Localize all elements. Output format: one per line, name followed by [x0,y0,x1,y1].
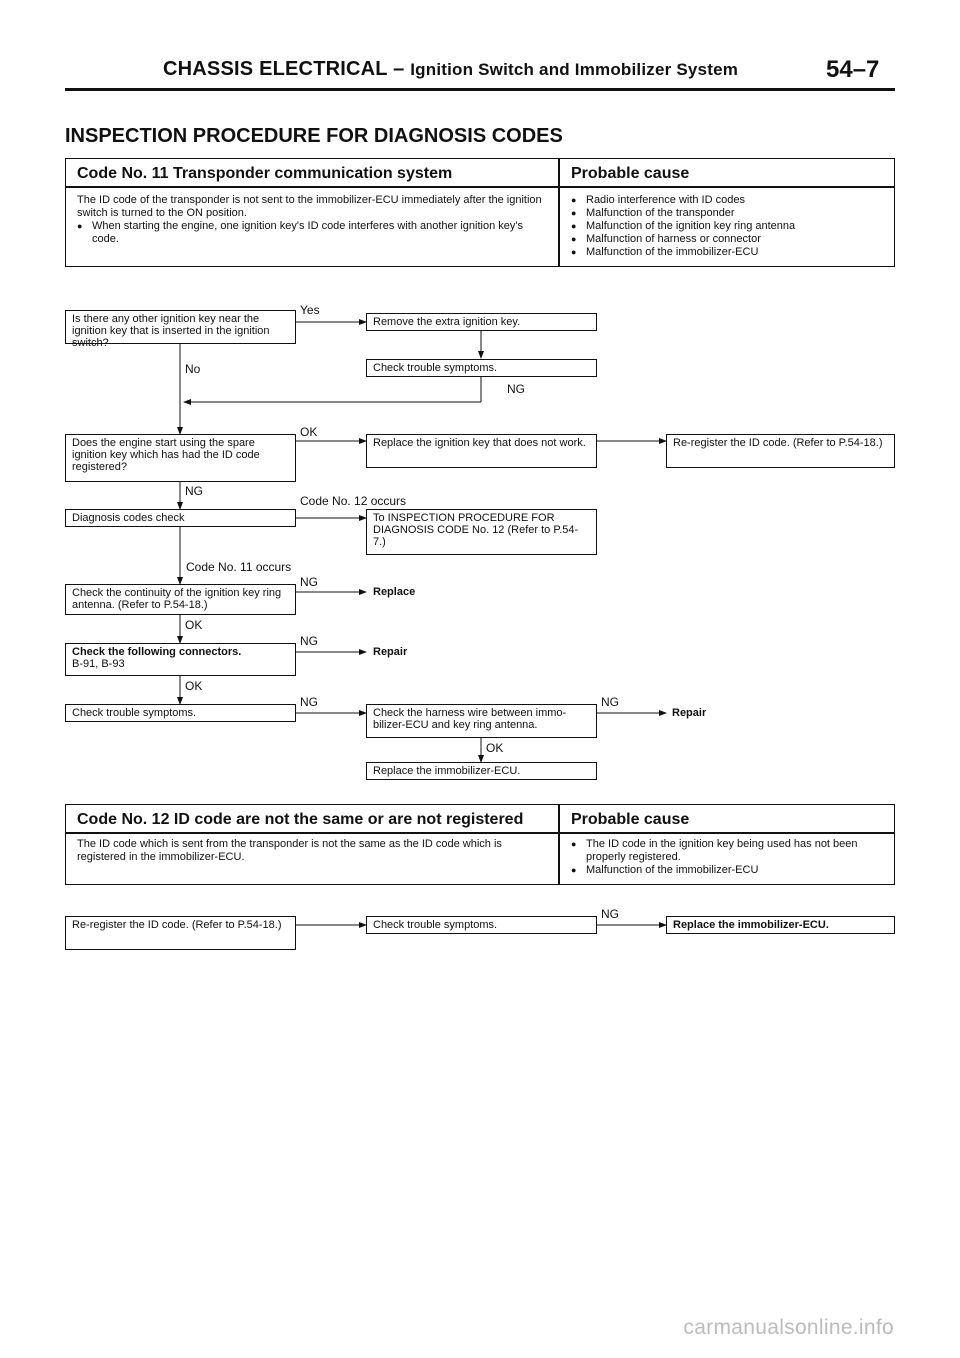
connectors-list: B-91, B-93 [72,658,125,670]
label-no: No [185,362,201,376]
watermark: carmanualsonline.info [683,1316,894,1339]
diagnosis-codes-check-box: Diagnosis codes check [65,509,296,527]
label-ok-1: OK [300,425,318,439]
code12-description: The ID code which is sent from the transponder is not the same as the ID code which is registered in the immobilizer-ECU. [77,838,502,863]
reregister-box-2: Re-register the ID code. (Refer to P.54-18.) [65,916,296,950]
cause-item: ● Malfunction of the immobilizer-ECU [571,246,891,259]
replace-result: Replace [373,586,416,598]
check-symptoms-box-3: Check trouble symptoms. [366,916,597,934]
label-ng-3: NG [300,575,318,589]
to-code12-procedure-box: To INSPECTION PROCEDURE FOR DIAGNOSIS CODE No. 12 (Refer to P.54-7.) [366,509,597,555]
code12-cause-heading: Probable cause [571,811,690,828]
label-ok-2: OK [185,618,203,632]
label-ng-2: NG [185,484,203,498]
code11-description-bullet: ● When starting the engine, one ignition key's ID code interferes with another ignition key's code. [77,220,552,246]
label-ng-4: NG [300,634,318,648]
table-divider [66,832,894,834]
cause-item: ● Malfunction of the immobilizer-ECU [571,864,889,877]
label-ok-3: OK [185,679,203,693]
replace-ecu-box-2: Replace the immobilizer-ECU. [666,916,895,934]
cause-item: ● Radio interference with ID codes [571,194,891,207]
remove-extra-key-box: Remove the extra ignition key. [366,313,597,331]
repair-result-1: Repair [373,646,408,658]
label-ng-5: NG [300,695,318,709]
page-number: 54–7 [826,56,880,83]
section-title: CHASSIS ELECTRICAL [163,58,388,80]
cause-item: ● The ID code in the ignition key being used has not been properly registered. [571,838,889,864]
replace-key-box: Replace the ignition key that does not work. [366,434,597,468]
replace-ecu-box-1: Replace the immobilizer-ECU. [366,762,597,780]
page-title: INSPECTION PROCEDURE FOR DIAGNOSIS CODES [65,125,563,147]
question-spare-key-box: Does the engine start using the spare ignition key which has had the ID code registered? [65,434,296,482]
code12-heading: Code No. 12 ID code are not the same or are not registered [77,811,524,828]
label-ng-7: NG [601,907,619,921]
table-column-divider [558,805,560,884]
code12-table [65,804,895,885]
code12-causes [571,838,889,877]
code11-heading: Code No. 11 Transponder communication system [77,165,453,182]
check-symptoms-box-1: Check trouble symptoms. [366,359,597,377]
check-connectors-box [65,643,296,676]
label-yes: Yes [300,303,320,317]
label-ng-1: NG [507,382,525,396]
label-ok-4: OK [486,741,504,755]
code11-description: The ID code of the transponder is not sent to the immobilizer-ECU immediately after the ignition switch is turned to the ON position. ● When starting the engine, one ignition key's ID code interferes with another ignition key's code. [77,194,552,246]
repair-result-2: Repair [672,707,707,719]
question-other-key-box: Is there any other ignition key near the ignition key that is inserted in the ignition switch? [65,310,296,344]
cause-item: ● Malfunction of the ignition key ring antenna [571,220,891,233]
label-code12-occurs: Code No. 12 occurs [300,494,407,508]
cause-item: ● Malfunction of harness or connector [571,233,891,246]
code11-cause-heading: Probable cause [571,165,690,182]
check-antenna-box: Check the continuity of the ignition key ring antenna. (Refer to P.54-18.) [65,584,296,615]
cause-item: ● Malfunction of the transponder [571,207,891,220]
subsection-title: Ignition Switch and Immobilizer System [410,60,739,79]
check-symptoms-box-2: Check trouble symptoms. [65,704,296,722]
label-ng-6: NG [601,695,619,709]
label-code11-occurs: Code No. 11 occurs [186,560,292,574]
check-connectors-title: Check the following connectors. [72,646,242,658]
header-dash: – [393,58,405,80]
reregister-box: Re-register the ID code. (Refer to P.54-18.) [666,434,895,468]
check-harness-box: Check the harness wire between immo- bilizer-ECU and key ring antenna. [366,704,597,738]
